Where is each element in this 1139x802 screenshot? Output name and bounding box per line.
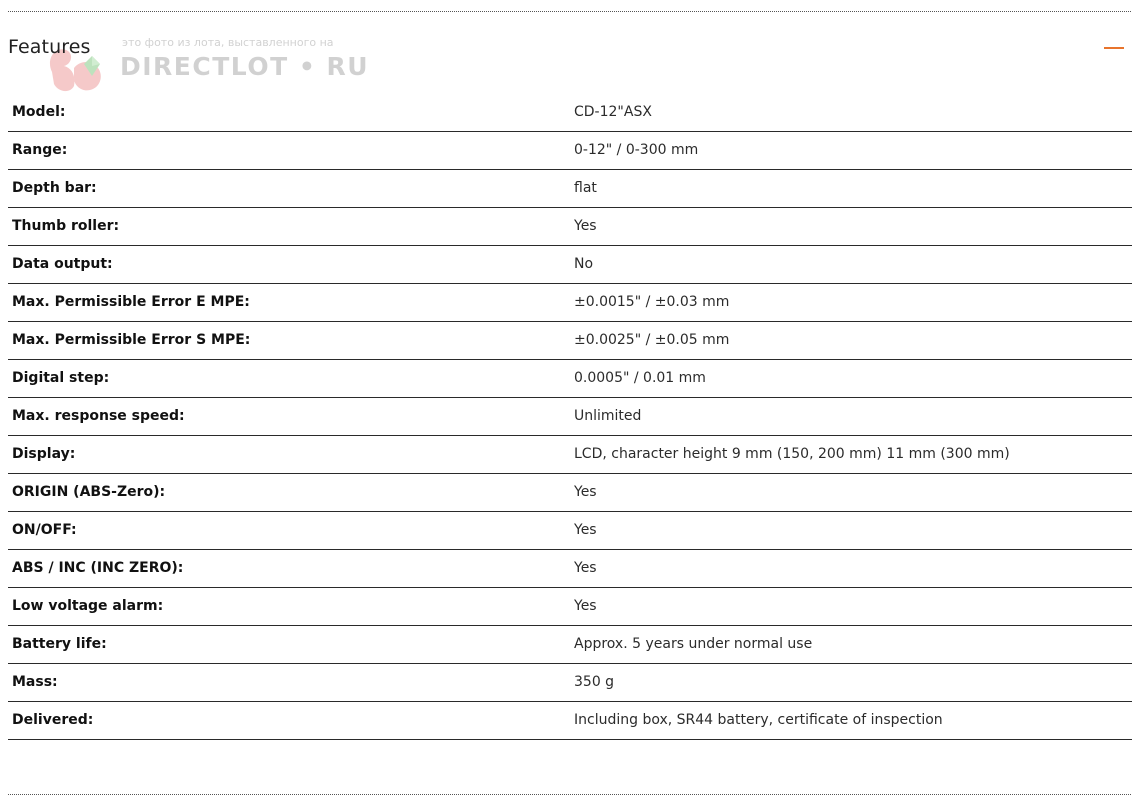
spec-label: Battery life: — [12, 636, 107, 652]
specifications-table — [8, 93, 1132, 740]
top-divider — [8, 11, 1131, 12]
spec-value: Unlimited — [574, 408, 642, 424]
table-row — [8, 321, 1132, 359]
table-row — [8, 663, 1132, 701]
table-row — [8, 245, 1132, 283]
table-row — [8, 93, 1132, 131]
spec-label: Display: — [12, 446, 76, 462]
spec-label: Data output: — [12, 256, 113, 272]
collapse-toggle-button[interactable] — [1103, 38, 1125, 60]
spec-label: Thumb roller: — [12, 218, 120, 234]
spec-value: ±0.0015" / ±0.03 mm — [574, 294, 730, 310]
spec-label: Mass: — [12, 674, 58, 690]
bottom-divider — [8, 794, 1131, 795]
table-row — [8, 397, 1132, 435]
spec-value: 350 g — [574, 674, 615, 690]
spec-value: Yes — [574, 598, 597, 614]
spec-label: Delivered: — [12, 712, 94, 728]
table-row — [8, 549, 1132, 587]
spec-value: ±0.0025" / ±0.05 mm — [574, 332, 730, 348]
table-row — [8, 359, 1132, 397]
watermark-caption: это фото из лота, выставленного на — [122, 36, 334, 49]
spec-label: ON/OFF: — [12, 522, 77, 538]
section-title: Features — [8, 36, 91, 58]
spec-label: Max. Permissible Error S MPE: — [12, 332, 251, 348]
spec-value: CD-12"ASX — [574, 103, 652, 120]
spec-value: Approx. 5 years under normal use — [574, 636, 813, 652]
table-row — [8, 701, 1132, 739]
spec-value: Yes — [574, 218, 597, 234]
spec-value: No — [574, 256, 594, 272]
spec-label: ABS / INC (INC ZERO): — [12, 560, 184, 576]
spec-label: Digital step: — [12, 370, 110, 386]
spec-label: Depth bar: — [12, 180, 97, 196]
spec-label: Max. response speed: — [12, 408, 185, 424]
table-row — [8, 511, 1132, 549]
spec-label: Model: — [12, 103, 66, 120]
table-row — [8, 169, 1132, 207]
spec-value: Yes — [574, 484, 597, 500]
spec-value: Yes — [574, 522, 597, 538]
spec-label: Max. Permissible Error E MPE: — [12, 294, 250, 310]
spec-label: Range: — [12, 142, 68, 158]
spec-value: flat — [574, 180, 597, 196]
spec-value: 0.0005" / 0.01 mm — [574, 370, 706, 386]
spec-value: Yes — [574, 560, 597, 576]
table-row — [8, 435, 1132, 473]
spec-label: Low voltage alarm: — [12, 598, 164, 614]
table-row — [8, 587, 1132, 625]
spec-value: Including box, SR44 battery, certificate of inspection — [574, 712, 943, 728]
watermark-brand: DIRECTLOT • RU — [120, 52, 370, 81]
spec-value: 0-12" / 0-300 mm — [574, 142, 699, 158]
minus-icon — [1104, 47, 1124, 49]
table-row — [8, 625, 1132, 663]
features-section-header[interactable] — [0, 30, 1139, 70]
table-row — [8, 207, 1132, 245]
spec-label: ORIGIN (ABS-Zero): — [12, 484, 166, 500]
table-row — [8, 473, 1132, 511]
spec-value: LCD, character height 9 mm (150, 200 mm) 11 mm (300 mm) — [574, 446, 1010, 462]
table-row — [8, 283, 1132, 321]
table-row — [8, 131, 1132, 169]
